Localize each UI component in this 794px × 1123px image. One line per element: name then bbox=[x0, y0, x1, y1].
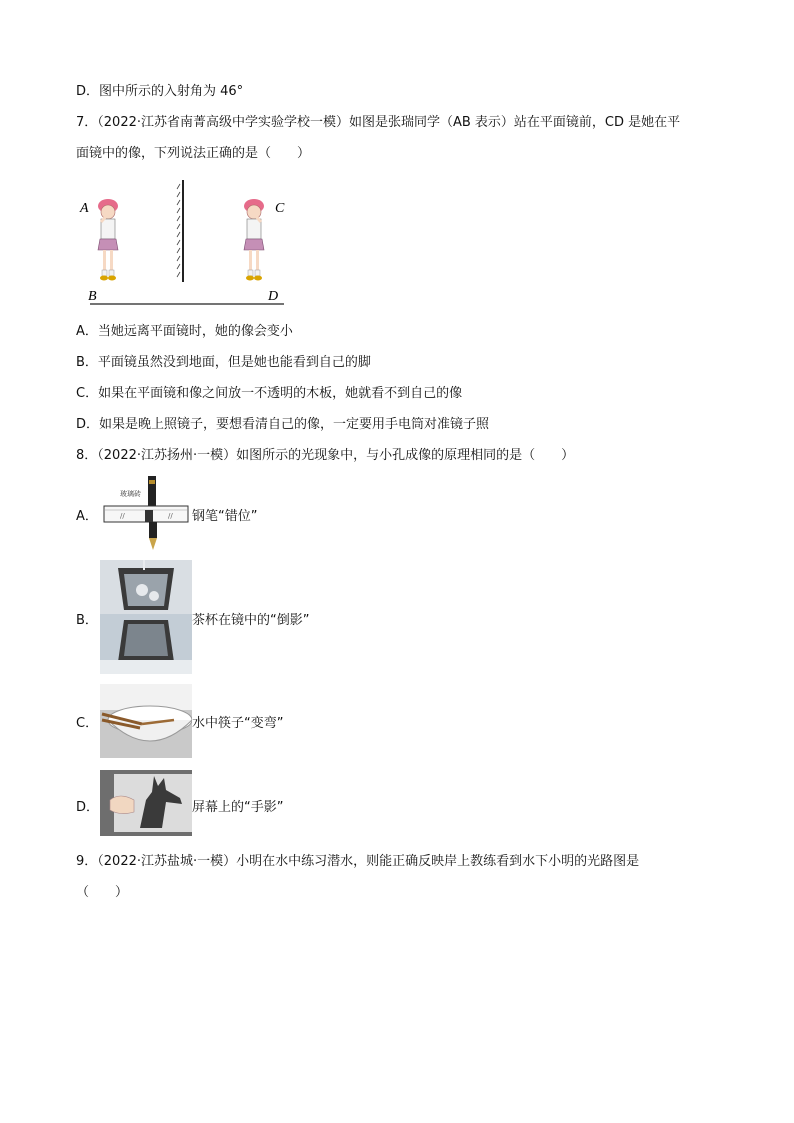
label-b: B bbox=[88, 289, 97, 304]
q8-stem: 8．（2022·江苏扬州·一模）如图所示的光现象中，与小孔成像的原理相同的是（ ） bbox=[76, 448, 575, 463]
q9-stem-line2: （ ） bbox=[76, 885, 129, 900]
q8-option-c-caption: 水中筷子“变弯” bbox=[192, 716, 284, 731]
q7-option-c: C．如果在平面镜和像之间放一不透明的木板，她就看不到自己的像 bbox=[76, 386, 463, 401]
girl-figure-cd bbox=[244, 199, 264, 281]
q9-stem-line1: 9．（2022·江苏盐城·一模）小明在水中练习潜水，则能正确反映岸上教练看到水下小明的光路图是 bbox=[76, 854, 640, 869]
q8-option-b-label: B． bbox=[76, 613, 98, 628]
q6-option-d: D．图中所示的入射角为 46° bbox=[76, 84, 244, 99]
q7-option-d: D．如果是晚上照镜子，要想看清自己的像，一定要用手电筒对准镜子照 bbox=[76, 417, 490, 432]
q8-option-b-caption: 茶杯在镜中的“倒影” bbox=[192, 613, 310, 628]
q8-option-c-label: C． bbox=[76, 716, 99, 731]
label-c: C bbox=[275, 201, 285, 216]
q8-option-a-caption: 钢笔“错位” bbox=[192, 509, 258, 524]
glass-block-label: 玻璃砖 bbox=[120, 490, 141, 498]
svg-text://: // bbox=[120, 512, 125, 520]
chopsticks-bowl-image bbox=[100, 684, 192, 758]
q7-option-a: A．当她远离平面镜时，她的像会变小 bbox=[76, 324, 293, 339]
q7-mirror-figure bbox=[76, 176, 291, 308]
q8-option-d-caption: 屏幕上的“手影” bbox=[192, 800, 284, 815]
q7-option-b: B．平面镜虽然没到地面，但是她也能看到自己的脚 bbox=[76, 355, 371, 370]
svg-text://: // bbox=[168, 512, 173, 520]
label-a: A bbox=[80, 201, 89, 216]
hand-shadow-image bbox=[100, 770, 192, 836]
q7-stem-line1: 7．（2022·江苏省南菁高级中学实验学校一模）如图是张瑞同学（AB 表示）站在平面镜前，CD 是她在平 bbox=[76, 115, 681, 130]
pen-glass-block-image bbox=[100, 474, 192, 552]
label-d: D bbox=[268, 289, 279, 304]
q7-stem-line2: 面镜中的像，下列说法正确的是（ ） bbox=[76, 146, 311, 161]
q8-option-d-label: D． bbox=[76, 800, 100, 815]
cup-reflection-image bbox=[100, 560, 192, 674]
girl-figure-ab bbox=[98, 199, 118, 281]
q8-option-a-label: A． bbox=[76, 509, 98, 524]
